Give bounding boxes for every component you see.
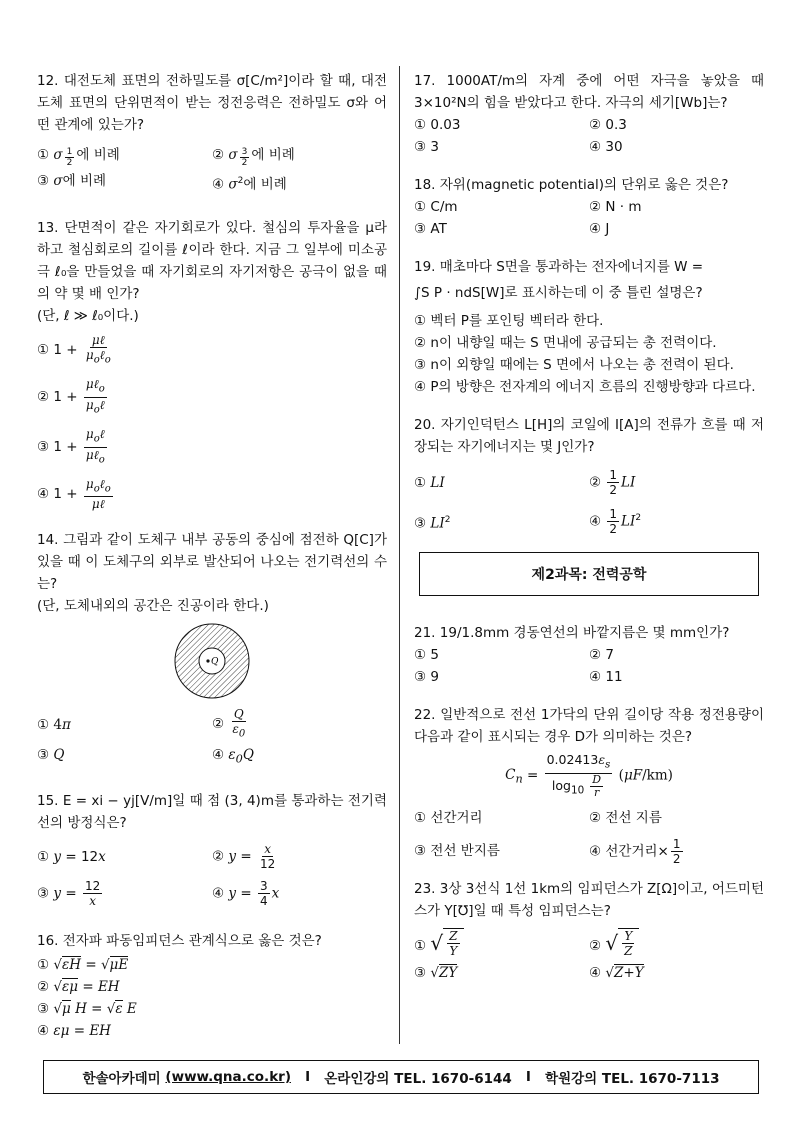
question-15-stem: 15. E = xi − yj[V/m]일 때 점 (3, 4)m를 통과하는 전기력선의 방정식은? bbox=[37, 793, 387, 832]
q23-option-2[interactable]: ② √ $\frac{Y}{Z}$ bbox=[589, 928, 764, 958]
q12-option-3[interactable]: ③ σ에 비례 bbox=[37, 172, 107, 189]
q13-option-3[interactable]: ③ 1 + $\frac{\mu_o\ell}{\mu\ell_o}$ bbox=[37, 427, 105, 465]
q20-option-2[interactable]: ② $\frac{1}{2}$ LI bbox=[589, 468, 636, 497]
q18-option-2[interactable]: ② N · m bbox=[589, 199, 642, 215]
q15-option-3[interactable]: ③ y = $\frac{12}{x}$ bbox=[37, 879, 101, 909]
footer-online: 온라인강의 TEL. 1670-6144 bbox=[324, 1071, 512, 1087]
footer-academy: 학원강의 TEL. 1670-7113 bbox=[545, 1071, 720, 1087]
question-23-stem: 23. 3상 3선식 1선 1km의 임피던스가 Z[Ω]이고, 어드미턴스가 Y[℧]일 때 특성 임피던스는? bbox=[414, 880, 764, 919]
q14-option-3[interactable]: ③ Q bbox=[37, 746, 65, 763]
q22-option-3[interactable]: ③ 전선 반지름 bbox=[414, 843, 500, 859]
right-column bbox=[414, 70, 764, 984]
q17-option-3[interactable]: ③ 3 bbox=[414, 139, 439, 155]
question-18 bbox=[414, 174, 764, 240]
q13-option-1[interactable]: ① 1 + $\frac{\text{μℓ}}{\mu_o\ell_o}$ bbox=[37, 333, 111, 366]
q18-option-1[interactable]: ① C/m bbox=[414, 199, 458, 215]
q21-option-2[interactable]: ② 7 bbox=[589, 647, 614, 663]
question-18-stem: 18. 자위(magnetic potential)의 단위로 옳은 것은? bbox=[414, 177, 729, 193]
q20-option-1[interactable]: ① LI bbox=[414, 474, 445, 491]
section-header: 제2과목: 전력공학 bbox=[419, 552, 759, 596]
q19-option-3[interactable]: ③ n이 외향일 때에는 S 면에서 나오는 총 전력이 된다. bbox=[414, 357, 734, 373]
question-17 bbox=[414, 70, 764, 158]
footer bbox=[43, 1060, 759, 1094]
question-19 bbox=[414, 256, 764, 398]
q16-option-2[interactable]: ② √εμ = EH bbox=[37, 979, 120, 996]
q12-option-2[interactable]: ② σ $\frac{3}{2}$ 에 비례 bbox=[212, 146, 295, 168]
q22-option-4[interactable]: ④ 선간거리× $\frac{1}{2}$ bbox=[589, 836, 681, 866]
footer-separator: I bbox=[305, 1069, 311, 1085]
q18-option-3[interactable]: ③ AT bbox=[414, 221, 447, 237]
question-23 bbox=[414, 878, 764, 984]
column-divider bbox=[399, 66, 400, 1044]
question-22-stem: 22. 일반적으로 전선 1가닥의 단위 길이당 작용 정전용량이 다음과 같이 표시되는 경우 D가 의미하는 것은? bbox=[414, 707, 764, 745]
question-20 bbox=[414, 414, 764, 536]
q16-option-3[interactable]: ③ √μ H = √ε E bbox=[37, 1001, 137, 1018]
hollow-sphere-diagram bbox=[172, 621, 252, 701]
q22-formula: $C_n$ = $0.02413\varepsilon_s$ $\log_{10}$ $\frac{D}{r}$ (μF/km) bbox=[505, 752, 673, 799]
q21-option-4[interactable]: ④ 11 bbox=[589, 669, 623, 685]
question-21-stem: 21. 19/1.8mm 경동연선의 바깥지름은 몇 mm인가? bbox=[414, 625, 730, 641]
q17-option-4[interactable]: ④ 30 bbox=[589, 139, 623, 155]
sphere-figure bbox=[37, 621, 387, 701]
q17-option-2[interactable]: ② 0.3 bbox=[589, 117, 627, 133]
q23-option-1[interactable]: ① √ $\frac{Z}{Y}$ bbox=[414, 928, 589, 958]
question-20-stem: 20. 자기인덕턴스 L[H]의 코일에 I[A]의 전류가 흐를 때 저장되는 자기에너지는 몇 J인가? bbox=[414, 417, 764, 455]
question-16 bbox=[37, 930, 387, 1042]
question-14-stem: 14. 그림과 같이 도체구 내부 공동의 중심에 점전하 Q[C]가 있을 때 이 도체구의 외부로 발산되어 나오는 전기력선의 수는? bbox=[37, 532, 387, 593]
q13-option-4[interactable]: ④ 1 + $\frac{\mu_o\ell_o}{\text{μℓ}}$ bbox=[37, 476, 111, 512]
question-17-stem: 17. 1000AT/m의 자계 중에 어떤 자극을 놓았을 때 3×10²N의 힘을 받았다고 한다. 자극의 세기[Wb]는? bbox=[414, 73, 764, 111]
question-22 bbox=[414, 704, 764, 866]
question-12 bbox=[37, 70, 387, 195]
q21-option-3[interactable]: ③ 9 bbox=[414, 669, 439, 685]
q22-option-1[interactable]: ① 선간거리 bbox=[414, 809, 483, 826]
question-19-stem-b: ∫S P · ndS[W]로 표시하는데 이 중 틀린 설명은? bbox=[414, 285, 703, 301]
footer-separator-2: I bbox=[525, 1069, 531, 1085]
q15-option-2[interactable]: ② y = $\frac{x}{12}$ bbox=[212, 842, 276, 872]
left-column bbox=[37, 70, 387, 1042]
q20-option-3[interactable]: ③ $LI^2$ bbox=[414, 514, 451, 532]
q19-option-2[interactable]: ② n이 내향일 때는 S 면내에 공급되는 총 전력이다. bbox=[414, 335, 717, 351]
question-13-condition: (단, ℓ ≫ ℓ₀이다.) bbox=[37, 308, 139, 324]
question-13 bbox=[37, 217, 387, 511]
q16-option-4[interactable]: ④ εμ = EH bbox=[37, 1023, 111, 1040]
q13-option-2[interactable]: ② 1 + $\frac{\mu\ell_o}{\mu_o\ell}$ bbox=[37, 377, 105, 416]
footer-brand: 한솔아카데미 bbox=[82, 1071, 161, 1087]
question-21 bbox=[414, 622, 764, 688]
question-13-stem: 13. 단면적이 같은 자기회로가 있다. 철심의 투자율을 μ라 하고 철심회로의 길이를 ℓ이라 한다. 지금 그 일부에 미소공극 ℓ₀을 만들었을 때 자기회로의 자기저항은 공극이 없을 때의 약 몇 배 인가? bbox=[37, 220, 387, 302]
q19-option-4[interactable]: ④ P의 방향은 전자계의 에너지 흐름의 진행방향과 다르다. bbox=[414, 379, 756, 395]
question-15 bbox=[37, 790, 387, 908]
q17-option-1[interactable]: ① 0.03 bbox=[414, 117, 461, 133]
q22-option-2[interactable]: ② 전선 지름 bbox=[589, 809, 662, 826]
q15-option-4[interactable]: ④ y = $\frac{3}{4}$ x bbox=[212, 879, 280, 909]
q20-option-4[interactable]: ④ $\frac{1}{2}$ $LI^2$ bbox=[589, 507, 642, 536]
q15-option-1[interactable]: ① y = 12x bbox=[37, 848, 106, 865]
footer-url[interactable]: (www.qna.co.kr) bbox=[165, 1069, 291, 1085]
question-12-stem: 12. 대전도체 표면의 전하밀도를 σ[C/m²]이라 할 때, 대전도체 표면의 단위면적이 받는 정전응력은 전하밀도 σ와 어떤 관계에 있는가? bbox=[37, 73, 387, 133]
q19-option-1[interactable]: ① 벡터 P를 포인팅 벡터라 한다. bbox=[414, 313, 604, 329]
q12-option-4[interactable]: ④ $\sigma^2$에 비례 bbox=[212, 175, 287, 192]
question-14-condition: (단, 도체내외의 공간은 진공이라 한다.) bbox=[37, 598, 269, 615]
q14-option-2[interactable]: ② $\frac{Q}{\varepsilon_0}$ bbox=[212, 707, 246, 740]
question-16-stem: 16. 전자파 파동임피던스 관계식으로 옳은 것은? bbox=[37, 933, 322, 950]
q23-option-4[interactable]: ④ √Z+Y bbox=[589, 964, 644, 981]
q14-option-1[interactable]: ① 4π bbox=[37, 716, 71, 733]
q23-option-3[interactable]: ③ √ZY bbox=[414, 964, 458, 981]
q21-option-1[interactable]: ① 5 bbox=[414, 647, 439, 663]
question-14 bbox=[37, 529, 387, 770]
q14-option-4[interactable]: ④ $\varepsilon_0Q$ bbox=[212, 746, 254, 766]
q12-option-1[interactable]: ① σ $\frac{1}{2}$ 에 비례 bbox=[37, 146, 120, 168]
q16-option-1[interactable]: ① √εH = √μE bbox=[37, 957, 129, 974]
q18-option-4[interactable]: ④ J bbox=[589, 221, 610, 237]
charge-label: Q bbox=[211, 657, 219, 668]
question-19-stem-a: 19. 매초마다 S면을 통과하는 전자에너지를 W = bbox=[414, 259, 704, 275]
